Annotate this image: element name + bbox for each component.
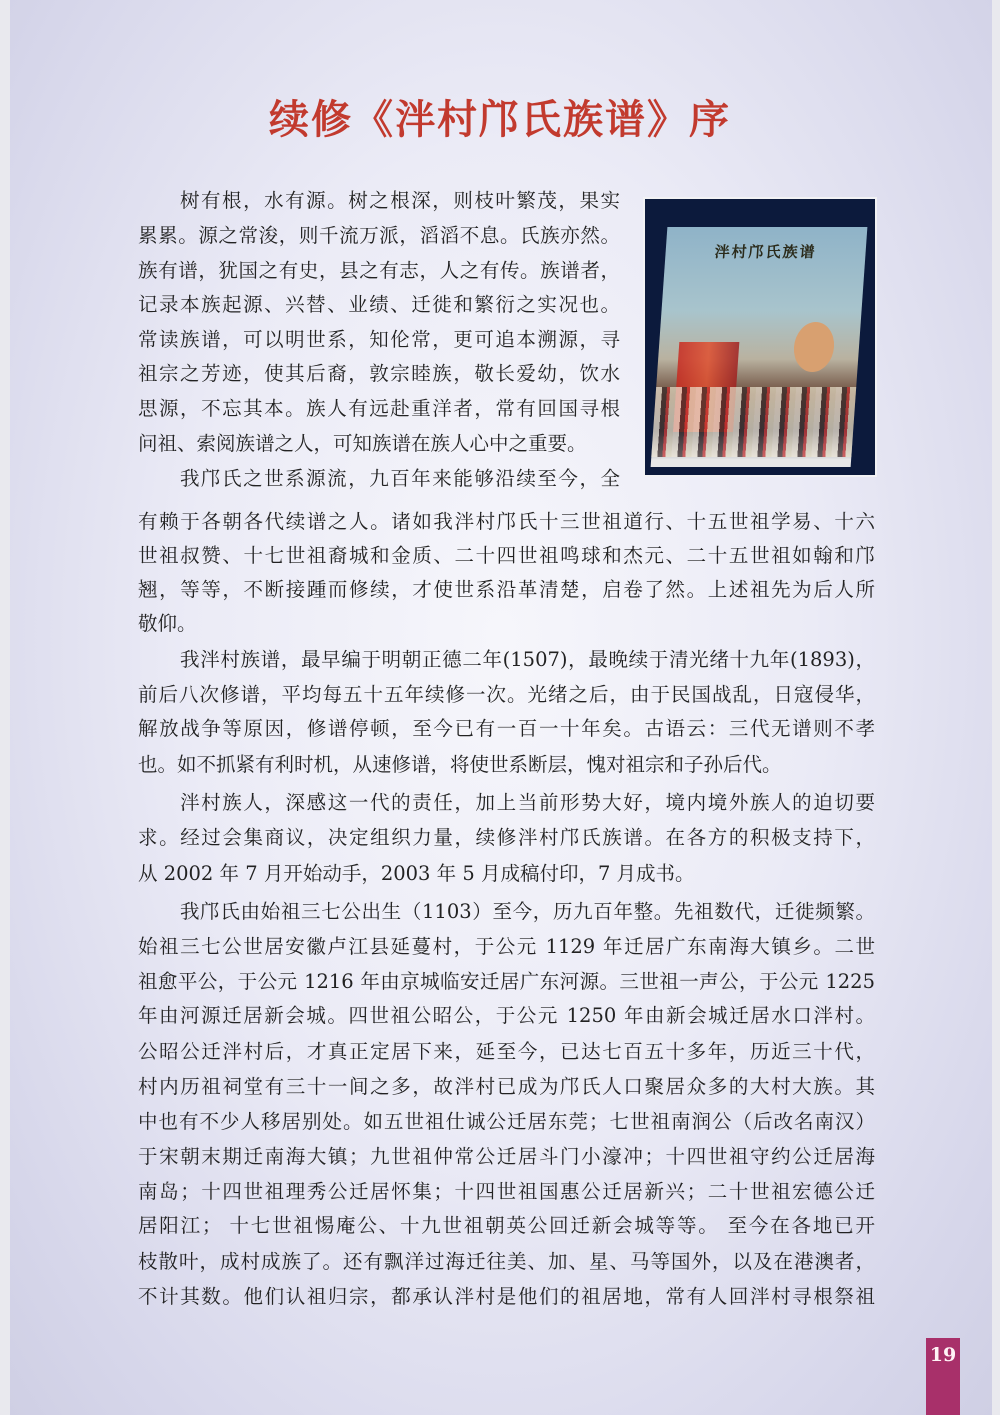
text-line: 求。经过会集商议，决定组织力量，续修泮村邝氏族谱。在各方的积极支持下， — [138, 826, 875, 849]
text-line: 我泮村族谱，最早编于明朝正德二年(1507)，最晚续于清光绪十九年(1893)， — [180, 648, 875, 671]
text-line: 树有根，水有源。树之根深，则枝叶繁茂，果实 — [180, 189, 620, 212]
text-line: 南岛；十四世祖理秀公迁居怀集；十四世祖国惠公迁居新兴；二十世祖宏德公迁 — [138, 1180, 875, 1203]
text-line: 族有谱，犹国之有史，县之有志，人之有传。族谱者， — [138, 259, 620, 282]
text-line: 世祖叔赞、十七世祖裔城和金质、二十四世祖鸣球和杰元、二十五世祖如翰和邝 — [138, 544, 875, 567]
text-line: 思源，不忘其本。族人有远赴重洋者，常有回国寻根 — [138, 397, 620, 420]
text-line: 不计其数。他们认祖归宗，都承认泮村是他们的祖居地，常有人回泮村寻根祭祖 — [138, 1285, 875, 1308]
text-line: 于宋朝末期迁南海大镇；九世祖仲常公迁居斗门小濠冲；十四世祖守约公迁居海 — [138, 1145, 875, 1168]
text-line: 从 2002 年 7 月开始动手，2003 年 5 月成稿付印，7 月成书。 — [138, 862, 695, 885]
crowd-shape — [651, 387, 856, 457]
text-line: 居阳江； 十七世祖惕庵公、十九世祖朝英公回迁新会城等等。 至今在各地已开 — [138, 1214, 875, 1237]
text-line: 中也有不少人移居别处。如五世祖仕诚公迁居东莞；七世祖南润公（后改名南汉） — [138, 1110, 875, 1133]
text-line: 泮村族人，深感这一代的责任，加上当前形势大好，境内境外族人的迫切要 — [180, 791, 875, 814]
book-cover-title: 泮村邝氏族谱 — [713, 243, 818, 261]
text-line: 村内历祖祠堂有三十一间之多，故泮村已成为邝氏人口聚居众多的大村大族。其 — [138, 1075, 875, 1098]
text-line: 翘，等等，不断接踵而修续，才使世系沿革清楚，启卷了然。上述祖先为后人所 — [138, 578, 875, 601]
text-line: 始祖三七公世居安徽卢江县延蔓村，于公元 1129 年迁居广东南海大镇乡。二世 — [138, 935, 875, 958]
text-line: 记录本族起源、兴替、业绩、迁徙和繁衍之实况也。 — [138, 293, 620, 316]
vase-shape — [792, 322, 835, 372]
text-line: 有赖于各朝各代续谱之人。诸如我泮村邝氏十三世祖道行、十五世祖学易、十六 — [138, 510, 875, 533]
text-line: 累累。源之常浚，则千流万派，滔滔不息。氏族亦然。 — [138, 224, 620, 247]
page-title: 续修《泮村邝氏族谱》序 — [269, 97, 731, 143]
text-line: 问祖、索阅族谱之人，可知族谱在族人心中之重要。 — [138, 432, 587, 455]
text-line: 枝散叶，成村成族了。还有飘洋过海迁往美、加、星、马等国外，以及在港澳者， — [138, 1250, 875, 1273]
book-cover-photo — [643, 197, 877, 477]
text-line: 常读族谱，可以明世系，知伦常，更可追本溯源，寻 — [138, 328, 620, 351]
text-line: 年由河源迁居新会城。四世祖公昭公，于公元 1250 年由新会城迁居水口泮村。 — [138, 1004, 875, 1027]
text-line: 也。如不抓紧有利时机，从速修谱，将使世系断层，愧对祖宗和子孙后代。 — [138, 753, 782, 776]
text-line: 祖愈平公，于公元 1216 年由京城临安迁居广东河源。三世祖一声公，于公元 1225 — [138, 970, 875, 993]
text-line: 我邝氏由始祖三七公出生（1103）至今，历九百年整。先祖数代，迁徙频繁。 — [180, 900, 875, 923]
text-line: 解放战争等原因，修谱停顿，至今已有一百一十年矣。古语云：三代无谱则不孝 — [138, 717, 875, 740]
book-image — [651, 227, 868, 467]
text-line: 敬仰。 — [138, 612, 197, 635]
text-line: 前后八次修谱，平均每五十五年续修一次。光绪之后，由于民国战乱，日寇侵华， — [138, 683, 875, 706]
text-line: 公昭公迁泮村后，才真正定居下来，延至今，已达七百五十多年，历近三十代， — [138, 1040, 875, 1063]
text-line: 祖宗之芳迹，使其后裔，敦宗睦族，敬长爱幼，饮水 — [138, 362, 620, 385]
text-line: 我邝氏之世系源流，九百年来能够沿续至今，全 — [180, 467, 620, 490]
page-number: 19 — [926, 1338, 960, 1415]
